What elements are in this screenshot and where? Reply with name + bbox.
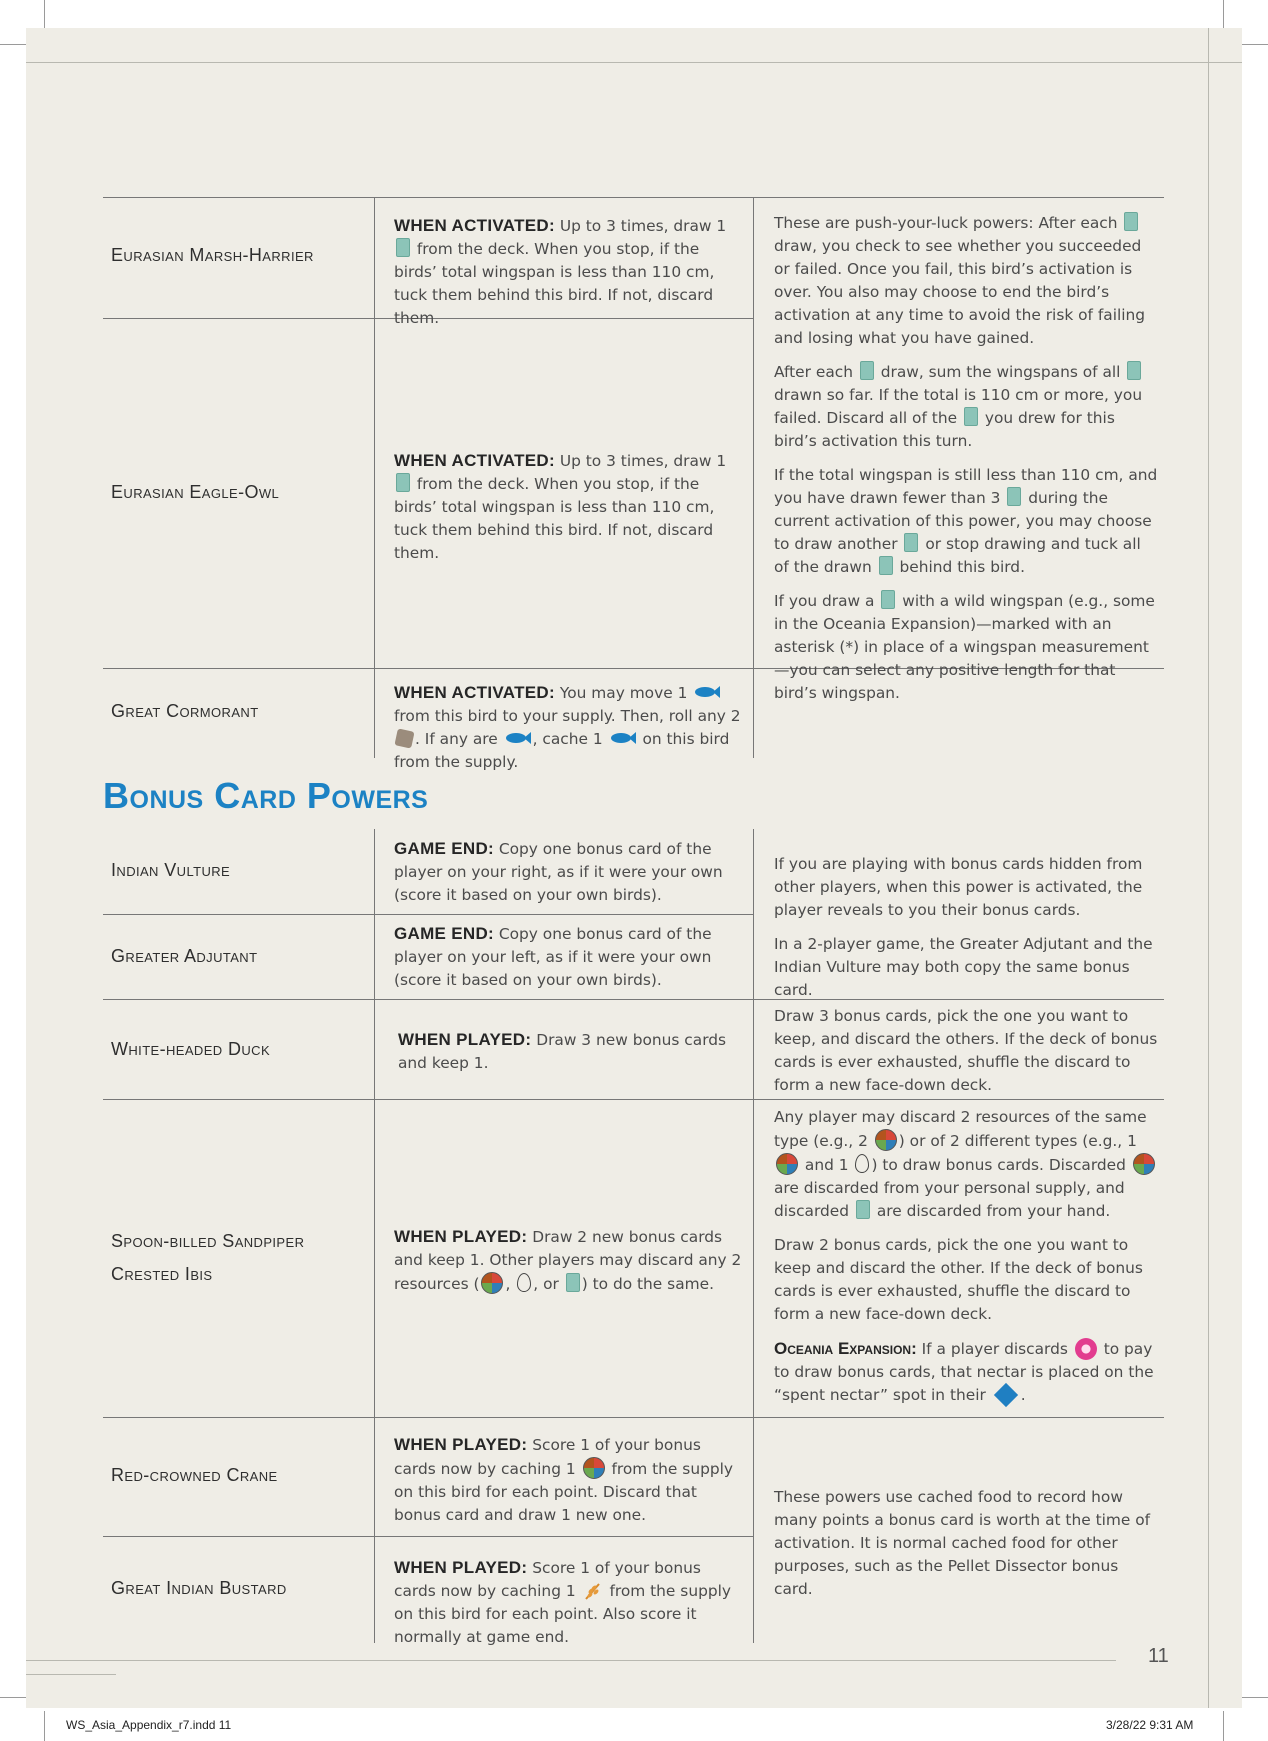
- bird-name-adjutant: Greater Adjutant: [111, 946, 258, 966]
- wheat-icon: [583, 1581, 603, 1601]
- egg-icon: [855, 1154, 869, 1173]
- column-divider: [753, 197, 754, 758]
- power-owl: WHEN ACTIVATED: Up to 3 times, draw 1 from the deck. When you stop, if the birds’ total wingspan is less than 110 cm, tuck them behind this bird. If not, discard them.: [394, 451, 727, 562]
- power-keyword: WHEN ACTIVATED:: [394, 683, 555, 702]
- bird-name-ibis: Crested Ibis: [111, 1264, 213, 1284]
- food-die-icon: [394, 728, 414, 748]
- power-sandpiper: WHEN PLAYED: Draw 2 new bonus cards and keep 1. Other players may discard any 2 resources ( , , or ) to do the same.: [394, 1227, 742, 1293]
- wild-food-icon: [776, 1153, 798, 1175]
- bird-card-icon: [1007, 487, 1021, 506]
- right-margin-line: [1208, 28, 1209, 1708]
- power-bustard: WHEN PLAYED: Score 1 of your bonus cards now by caching 1 from the supply on this bird for each point. Also score it normally at game end.: [394, 1558, 731, 1646]
- note-cached-food: [774, 1486, 1158, 1612]
- fish-icon: [505, 732, 531, 744]
- note-paragraph: These are push-your-luck powers: After each draw, you check to see whether you succeeded or failed. Once you fail, this bird’s activation is over. You also may choose to end the bird’s activation at any time to avoid the risk of failing and losing what you have gained.: [774, 214, 1146, 347]
- bird-name-vulture: Indian Vulture: [111, 860, 231, 880]
- bird-card-icon: [856, 1200, 870, 1219]
- wild-food-icon: [481, 1272, 503, 1294]
- column-divider: [374, 829, 375, 1643]
- egg-icon: [517, 1273, 531, 1292]
- note-paragraph: If you draw a with a wild wingspan (e.g., some in the Oceania Expansion)—marked with an asterisk (*) in place of a wingspan measurement—you can select any positive length for that bird’s wingspan.: [774, 592, 1155, 702]
- note-paragraph: Any player may discard 2 resources of the same type (e.g., 2 ) or of 2 different types (e.g., 1 and 1 ) to draw bonus cards. Discarded are discarded from your personal supply, and discarded are discarded from your hand.: [774, 1106, 1158, 1223]
- table-rule: [103, 197, 1164, 198]
- bird-name-owl: Eurasian Eagle-Owl: [111, 482, 280, 502]
- bird-card-icon: [964, 407, 978, 426]
- note-paragraph: Draw 3 bonus cards, pick the one you want to keep, and discard the others. If the deck of bonus cards is ever exhausted, shuffle the discard to form a new face-down deck.: [774, 1007, 1158, 1094]
- note-hidden-bonus: [774, 853, 1154, 1013]
- note-duck: [774, 1005, 1160, 1108]
- wild-food-icon: [875, 1129, 897, 1151]
- bird-card-icon: [860, 361, 874, 380]
- crop-mark: [1238, 44, 1268, 45]
- note-push-your-luck: [774, 212, 1160, 716]
- power-keyword: WHEN PLAYED:: [394, 1435, 528, 1454]
- top-margin-line: [26, 62, 1242, 63]
- note-paragraph: These powers use cached food to record how many points a bonus card is worth at the time of activation. It is normal cached food for other purposes, such as the Pellet Dissector bonus card.: [774, 1488, 1151, 1598]
- bird-name-harrier: Eurasian Marsh-Harrier: [111, 245, 314, 265]
- wild-food-icon: [1133, 1153, 1155, 1175]
- crop-mark: [44, 0, 45, 30]
- crop-mark: [1223, 0, 1224, 30]
- crop-mark: [1223, 1711, 1224, 1741]
- bird-card-icon: [396, 473, 410, 492]
- crop-mark: [44, 1711, 45, 1741]
- power-duck: WHEN PLAYED: Draw 3 new bonus cards and keep 1.: [398, 1030, 727, 1072]
- note-sandpiper: [774, 1106, 1158, 1418]
- power-keyword: GAME END:: [394, 839, 494, 858]
- table-rule: [103, 914, 753, 915]
- bird-card-icon: [881, 590, 895, 609]
- bird-card-icon: [566, 1273, 580, 1292]
- slug-file: WS_Asia_Appendix_r7.indd 11: [66, 1718, 232, 1732]
- spent-nectar-icon: [994, 1383, 1018, 1407]
- nectar-icon: [1075, 1338, 1097, 1360]
- bird-card-icon: [1127, 361, 1141, 380]
- bird-card-icon: [396, 238, 410, 257]
- bird-card-icon: [879, 556, 893, 575]
- column-divider: [753, 829, 754, 1643]
- power-vulture: GAME END: Copy one bonus card of the player on your right, as if it were your own (score it based on your own birds).: [394, 839, 723, 904]
- page-number: 11: [1148, 1645, 1169, 1667]
- note-paragraph: Oceania Expansion: If a player discards to pay to draw bonus cards, that nectar is placed on the “spent nectar” spot in their .: [774, 1337, 1158, 1407]
- bird-name-bustard: Great Indian Bustard: [111, 1578, 287, 1598]
- bottom-margin-line: [26, 1660, 1116, 1661]
- power-keyword: WHEN ACTIVATED:: [394, 451, 555, 470]
- bird-card-icon: [1124, 212, 1138, 231]
- note-paragraph: If the total wingspan is still less than 110 cm, and you have drawn fewer than 3 during the current activation of this power, you may choose to draw another or stop drawing and tuck all of the drawn behind this bird.: [774, 466, 1158, 576]
- power-keyword: WHEN PLAYED:: [394, 1227, 528, 1246]
- power-adjutant: GAME END: Copy one bonus card of the player on your left, as if it were your own (score it based on your own birds).: [394, 924, 712, 989]
- bird-card-icon: [904, 533, 918, 552]
- note-paragraph: After each draw, sum the wingspans of all drawn so far. If the total is 110 cm or more, you failed. Discard all of the you drew for this bird’s activation this turn.: [774, 363, 1143, 450]
- bird-name-sandpiper: Spoon-billed Sandpiper: [111, 1231, 305, 1251]
- fish-icon: [694, 686, 720, 698]
- power-keyword: WHEN PLAYED:: [394, 1558, 528, 1577]
- power-keyword: WHEN ACTIVATED:: [394, 216, 555, 235]
- section-title: Bonus Card Powers: [103, 775, 429, 816]
- power-crane: WHEN PLAYED: Score 1 of your bonus cards now by caching 1 from the supply on this bird for each point. Discard that bonus card and draw 1 new one.: [394, 1435, 733, 1524]
- column-divider: [374, 197, 375, 758]
- slug-date: 3/28/22 9:31 AM: [1106, 1718, 1194, 1732]
- bottom-left-line: [26, 1674, 116, 1675]
- note-paragraph: Draw 2 bonus cards, pick the one you want to keep and discard the other. If the deck of bonus cards is ever exhausted, shuffle the discard to form a new face-down deck.: [774, 1236, 1143, 1323]
- note-paragraph: In a 2-player game, the Greater Adjutant and the Indian Vulture may both copy the same bonus card.: [774, 935, 1153, 999]
- power-cormorant: WHEN ACTIVATED: You may move 1 from this bird to your supply. Then, roll any 2 . If any are , cache 1 on this bird from the supply.: [394, 683, 741, 771]
- power-keyword: WHEN PLAYED:: [398, 1030, 532, 1049]
- fish-icon: [610, 732, 636, 744]
- note-paragraph: If you are playing with bonus cards hidden from other players, when this power is activated, the player reveals to you their bonus cards.: [774, 855, 1143, 919]
- table-rule: [103, 1536, 753, 1537]
- bird-name-crane: Red-crowned Crane: [111, 1465, 278, 1485]
- bird-name-cormorant: Great Cormorant: [111, 701, 259, 721]
- expansion-keyword: Oceania Expansion:: [774, 1339, 917, 1358]
- wild-food-icon: [583, 1457, 605, 1479]
- bird-name-duck: White-headed Duck: [111, 1039, 271, 1059]
- power-keyword: GAME END:: [394, 924, 494, 943]
- crop-mark: [1238, 1697, 1268, 1698]
- power-harrier: WHEN ACTIVATED: Up to 3 times, draw 1 from the deck. When you stop, if the birds’ total wingspan is less than 110 cm, tuck them behind this bird. If not, discard them.: [394, 216, 727, 327]
